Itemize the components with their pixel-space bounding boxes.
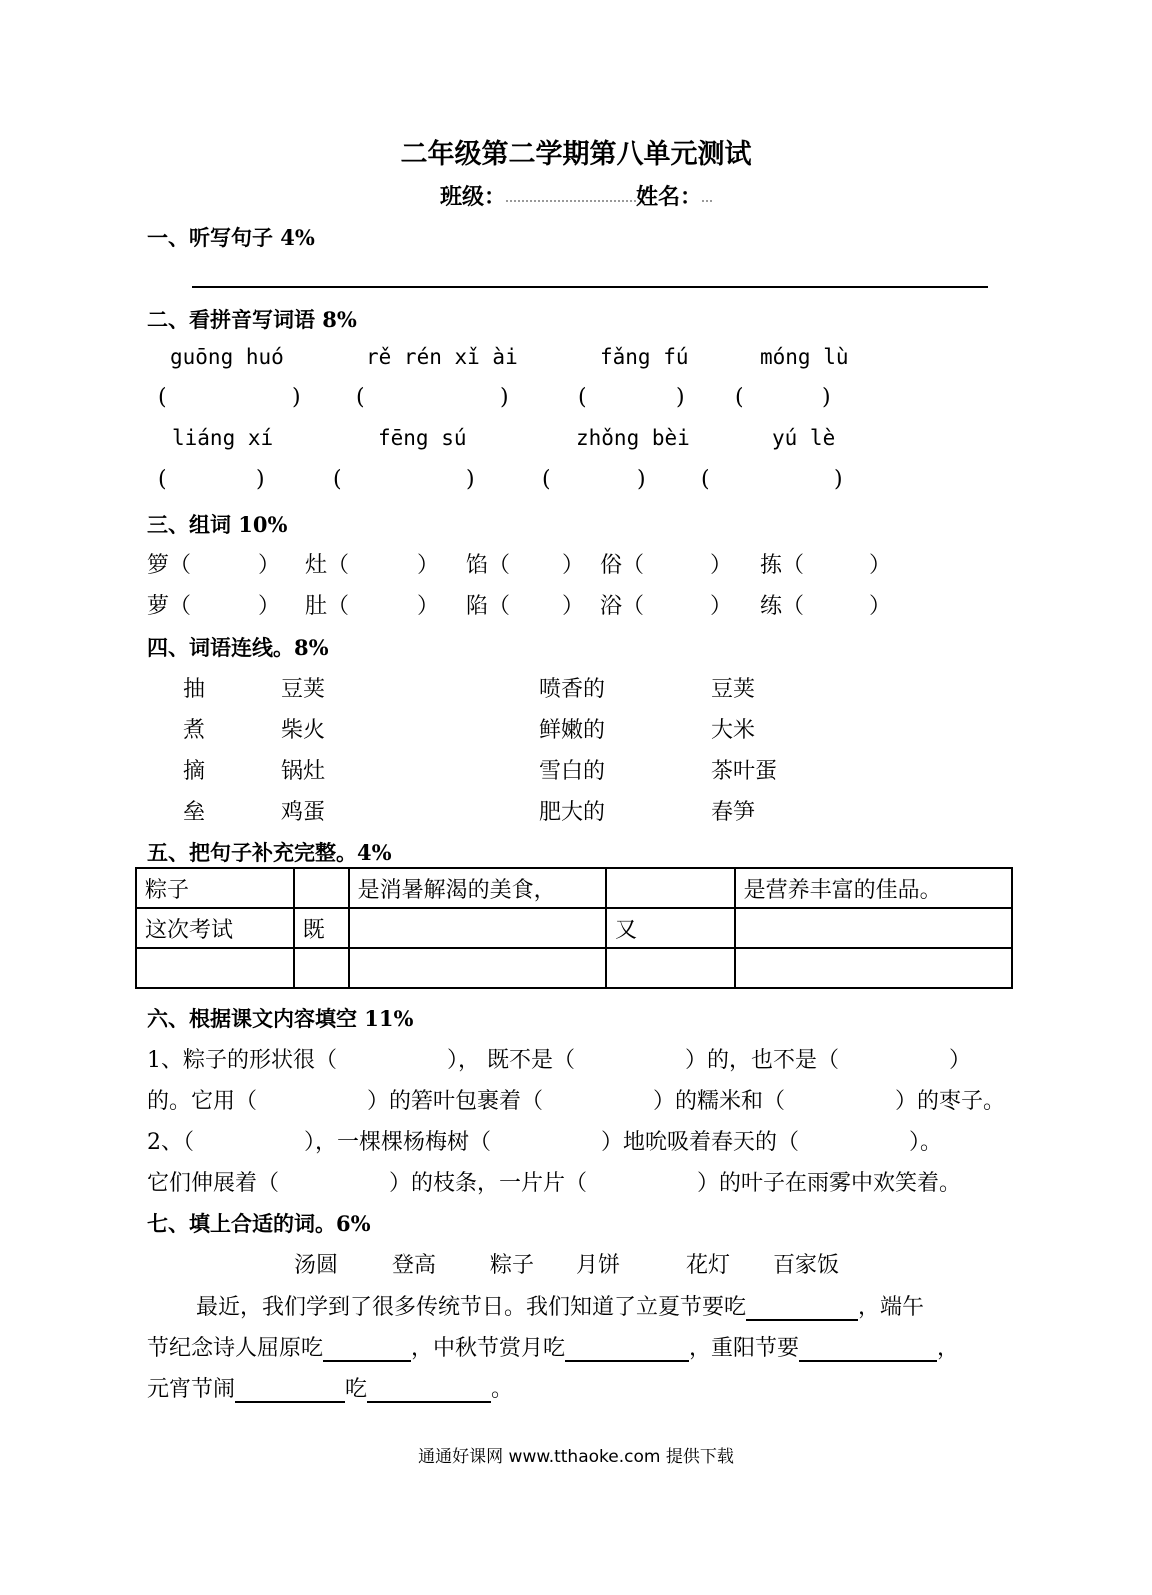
name-field[interactable] bbox=[702, 194, 712, 202]
match-verb[interactable]: 煮 bbox=[183, 718, 206, 743]
answer-paren-4[interactable]: ( bbox=[735, 385, 744, 410]
table-cell[interactable] bbox=[735, 908, 1012, 948]
answer-paren-7[interactable]: ( bbox=[542, 467, 551, 492]
student-info bbox=[0, 180, 1152, 211]
word-option: 粽子 bbox=[490, 1253, 535, 1278]
pinyin-3: fǎng fú bbox=[600, 345, 689, 369]
word-option: 花灯 bbox=[686, 1253, 731, 1278]
section-3-heading: 三、组词 10% bbox=[147, 512, 288, 537]
passage-line-1: 最近，我们学到了很多传统节日。我们知道了立夏节要吃 ，端午 bbox=[196, 1295, 925, 1320]
answer-paren-1-close: ) bbox=[292, 385, 301, 410]
zuci-item[interactable]: 灶（ bbox=[305, 553, 350, 578]
pinyin-5: liáng xí bbox=[172, 426, 274, 450]
table-row bbox=[136, 948, 1012, 988]
match-adj[interactable]: 肥大的 bbox=[539, 800, 606, 825]
match-noun[interactable]: 锅灶 bbox=[281, 759, 326, 784]
table-cell: 既 bbox=[294, 908, 349, 948]
answer-paren-3[interactable]: ( bbox=[578, 385, 587, 410]
pinyin-2: rě rén xǐ ài bbox=[366, 345, 518, 369]
zuci-item[interactable]: 陷（ bbox=[466, 594, 511, 619]
answer-paren-6[interactable]: ( bbox=[333, 467, 342, 492]
answer-paren-1[interactable]: ( bbox=[158, 385, 167, 410]
class-label: 班级： bbox=[439, 184, 506, 210]
section-7-heading: 七、填上合适的词。6% bbox=[147, 1211, 371, 1236]
answer-paren-2-close: ) bbox=[500, 385, 509, 410]
blank-field[interactable] bbox=[235, 1377, 345, 1403]
answer-paren-7-close: ) bbox=[637, 467, 646, 492]
answer-paren-5[interactable]: ( bbox=[158, 467, 167, 492]
word-option: 月饼 bbox=[576, 1253, 621, 1278]
table-row bbox=[136, 868, 1012, 908]
table-cell[interactable] bbox=[136, 948, 294, 988]
fill-line-4[interactable]: 它们伸展着（ ）的枝条，一片片（ ）的叶子在雨雾中欢笑着。 bbox=[147, 1171, 962, 1196]
section-2-heading: 二、看拼音写词语 8% bbox=[147, 307, 357, 332]
table-cell[interactable] bbox=[349, 908, 606, 948]
dictation-line[interactable] bbox=[192, 286, 988, 288]
match-noun[interactable]: 豆荚 bbox=[281, 677, 326, 702]
word-option: 百家饭 bbox=[773, 1253, 840, 1278]
zuci-item[interactable]: 浴（ bbox=[600, 594, 645, 619]
word-option: 登高 bbox=[392, 1253, 437, 1278]
blank-field[interactable] bbox=[746, 1295, 858, 1321]
match-noun[interactable]: 豆荚 bbox=[711, 677, 756, 702]
answer-paren-4-close: ) bbox=[822, 385, 831, 410]
table-row bbox=[136, 908, 1012, 948]
table-cell: 粽子 bbox=[136, 868, 294, 908]
answer-paren-3-close: ) bbox=[676, 385, 685, 410]
answer-paren-5-close: ) bbox=[256, 467, 265, 492]
table-cell[interactable] bbox=[606, 868, 735, 908]
passage-line-3: 元宵节闹 吃 。 bbox=[147, 1377, 514, 1402]
fill-line-1[interactable]: 1、粽子的形状很（ ）， 既不是（ ）的，也不是（ ） bbox=[147, 1048, 971, 1073]
pinyin-8: yú lè bbox=[772, 426, 836, 450]
fill-line-3[interactable]: 2、（ ），一棵棵杨梅树（ ）地吮吸着春天的（ ）。 bbox=[147, 1130, 942, 1155]
section-5-heading: 五、把句子补充完整。4% bbox=[147, 840, 392, 865]
pinyin-1: guōng huó bbox=[170, 345, 284, 369]
match-verb[interactable]: 垒 bbox=[183, 800, 206, 825]
zuci-item[interactable]: 箩（ bbox=[147, 553, 192, 578]
zuci-item[interactable]: 馅（ bbox=[466, 553, 511, 578]
table-cell[interactable] bbox=[294, 948, 349, 988]
answer-paren-8[interactable]: ( bbox=[701, 467, 710, 492]
match-verb[interactable]: 抽 bbox=[183, 677, 206, 702]
section-6-heading: 六、根据课文内容填空 11% bbox=[147, 1006, 414, 1031]
match-noun[interactable]: 茶叶蛋 bbox=[711, 759, 778, 784]
table-cell: 是营养丰富的佳品。 bbox=[735, 868, 1012, 908]
table-cell[interactable] bbox=[606, 948, 735, 988]
fill-line-2[interactable]: 的。它用（ ）的箬叶包裹着（ ）的糯米和（ ）的枣子。 bbox=[147, 1089, 1006, 1114]
blank-field[interactable] bbox=[799, 1336, 937, 1362]
zuci-item[interactable]: 肚（ bbox=[305, 594, 350, 619]
zuci-item[interactable]: 萝（ bbox=[147, 594, 192, 619]
zuci-item[interactable]: 练（ bbox=[760, 594, 805, 619]
match-noun[interactable]: 鸡蛋 bbox=[281, 800, 326, 825]
pinyin-4: móng lù bbox=[760, 345, 849, 369]
page-title: 二年级第二学期第八单元测试 bbox=[400, 139, 752, 170]
match-verb[interactable]: 摘 bbox=[183, 759, 206, 784]
table-cell: 是消暑解渴的美食， bbox=[349, 868, 606, 908]
match-adj[interactable]: 雪白的 bbox=[539, 759, 606, 784]
table-cell[interactable] bbox=[349, 948, 606, 988]
class-field[interactable] bbox=[506, 194, 636, 202]
footer-text: 通通好课网 www.tthaoke.com 提供下载 bbox=[418, 1447, 734, 1467]
section-1-heading: 一、听写句子 4% bbox=[147, 225, 315, 250]
sentence-table bbox=[135, 867, 1013, 989]
section-4-heading: 四、词语连线。8% bbox=[147, 635, 329, 660]
pinyin-6: fēng sú bbox=[378, 426, 467, 450]
passage-line-2: 节纪念诗人屈原吃 ，中秋节赏月吃 ，重阳节要 ， bbox=[147, 1336, 960, 1361]
table-cell[interactable] bbox=[735, 948, 1012, 988]
zuci-item[interactable]: 俗（ bbox=[600, 553, 645, 578]
zuci-item[interactable]: 拣（ bbox=[760, 553, 805, 578]
blank-field[interactable] bbox=[323, 1336, 411, 1362]
name-label: 姓名： bbox=[636, 184, 703, 210]
blank-field[interactable] bbox=[367, 1377, 491, 1403]
match-noun[interactable]: 春笋 bbox=[711, 800, 756, 825]
table-cell[interactable] bbox=[294, 868, 349, 908]
answer-paren-6-close: ) bbox=[466, 467, 475, 492]
answer-paren-2[interactable]: ( bbox=[356, 385, 365, 410]
table-cell: 这次考试 bbox=[136, 908, 294, 948]
answer-paren-8-close: ) bbox=[834, 467, 843, 492]
match-adj[interactable]: 鲜嫩的 bbox=[539, 718, 606, 743]
blank-field[interactable] bbox=[565, 1336, 689, 1362]
word-option: 汤圆 bbox=[294, 1253, 339, 1278]
table-cell: 又 bbox=[606, 908, 735, 948]
match-noun[interactable]: 柴火 bbox=[281, 718, 326, 743]
match-adj[interactable]: 喷香的 bbox=[539, 677, 606, 702]
pinyin-7: zhǒng bèi bbox=[576, 426, 690, 450]
match-noun[interactable]: 大米 bbox=[711, 718, 756, 743]
